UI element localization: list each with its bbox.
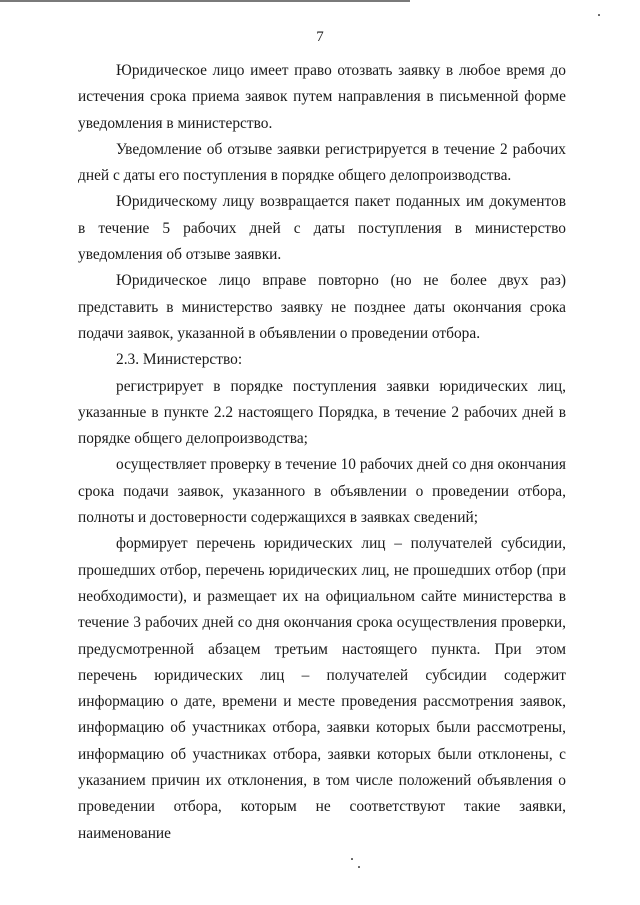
page-number: 7 <box>316 29 324 45</box>
paragraph-withdrawal-right: Юридическое лицо имеет право отозвать заявку в любое время до истечения срока приема заявок путем направления в письменной форме уведомления в министерство. <box>78 62 566 132</box>
paragraph-documents-return: Юридическому лицу возвращается пакет поданных им документов в течение 5 рабочих дней с даты поступления в министерство уведомления об отзыве заявки. <box>78 193 566 264</box>
paragraph-verification: осуществляет проверку в течение 10 рабочих дней со дня окончания срока подачи заявок, указанного в объявлении о проведении отбора, полноты и достоверности содержащихся в заявках сведений; <box>78 456 566 527</box>
paragraph-withdrawal-registration: Уведомление об отзыве заявки регистрируется в течение 2 рабочих дней с даты его поступления в порядке общего делопроизводства. <box>78 140 566 185</box>
section-heading-2-3: 2.3. Министерство: <box>116 351 243 369</box>
scan-speck <box>358 866 360 868</box>
paragraph-forms-list: формирует перечень юридических лиц – получателей субсидии, прошедших отбор, перечень юридических лиц, не прошедших отбор (при необходимости), и размещает их на официальном сайте министерства в течение 3 рабочих дней со дня окончания срока осуществления проверки, предусмотренной абзацем третьим настоящего пункта. При этом перечень юридических лиц – получателей субсидии содержит информацию о дате, времени и месте проведения рассмотрения заявок, информацию об участниках отбора, заявки которых были рассмотрены, информацию об участниках отбора, заявки которых были отклонены, с указанием причин их отклонения, в том числе положений объявления о проведении отбора, которым не соответствуют такие заявки, наименование <box>78 535 566 842</box>
paragraph-resubmission: Юридическое лицо вправе повторно (но не более двух раз) представить в министерство заявку не позднее даты окончания срока подачи заявок, указанной в объявлении о проведении отбора. <box>78 272 566 342</box>
paragraph-registers: регистрирует в порядке поступления заявки юридических лиц, указанные в пункте 2.2 настоящего Порядка, в течение 2 рабочих дней в порядке общего делопроизводства; <box>78 377 566 448</box>
top-edge-rule <box>0 0 410 2</box>
scan-speck <box>598 14 600 16</box>
document-body <box>78 58 566 847</box>
scan-speck <box>351 858 353 860</box>
